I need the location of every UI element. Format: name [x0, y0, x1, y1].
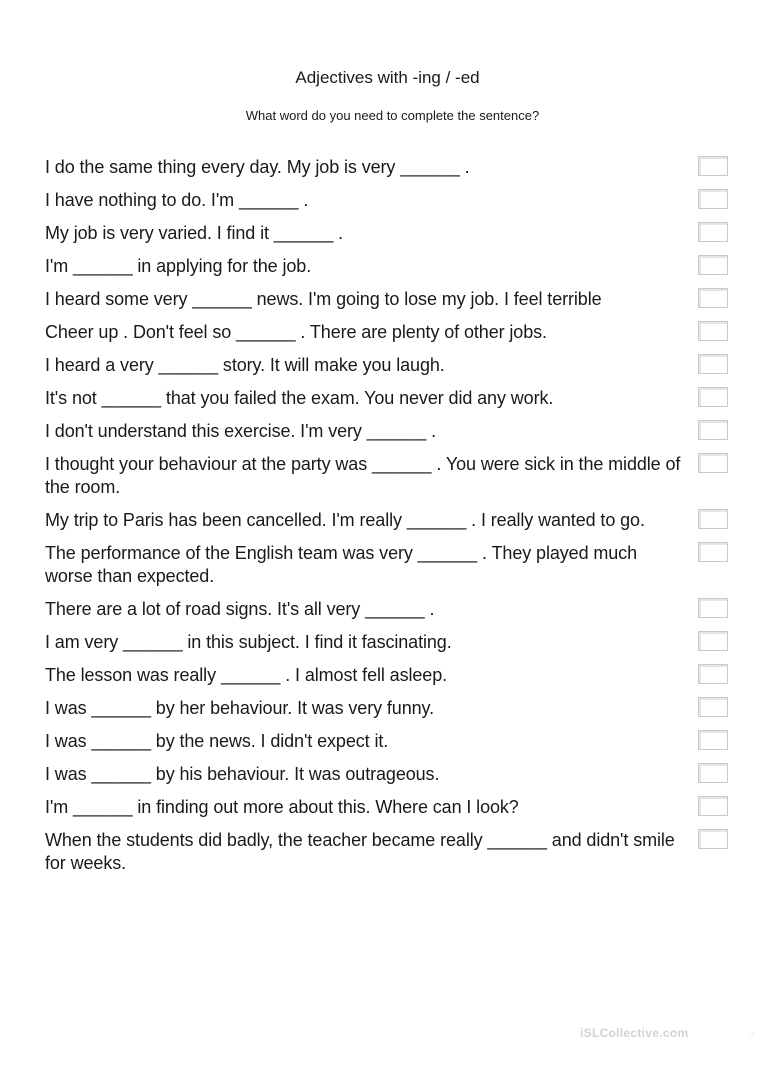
- answer-box[interactable]: [698, 354, 728, 374]
- question-item: [45, 453, 745, 499]
- question-text: I thought your behaviour at the party was ______ . You were sick in the middle of the room.: [45, 454, 681, 497]
- question-text: I heard a very ______ story. It will make you laugh.: [45, 355, 445, 375]
- answer-box[interactable]: [698, 664, 728, 684]
- answer-box[interactable]: [698, 763, 728, 783]
- question-text: I'm ______ in finding out more about this. Where can I look?: [45, 797, 519, 817]
- answer-box[interactable]: [698, 697, 728, 717]
- question-text: There are a lot of road signs. It's all very ______ .: [45, 599, 435, 619]
- question-item: [45, 763, 745, 786]
- question-item: [45, 387, 745, 410]
- question-item: [45, 730, 745, 753]
- question-item: [45, 288, 745, 311]
- corner-mark-icon: ⁘: [748, 1030, 757, 1041]
- question-text: I was ______ by his behaviour. It was outrageous.: [45, 764, 440, 784]
- answer-box[interactable]: [698, 387, 728, 407]
- question-item: [45, 222, 745, 245]
- question-text: My trip to Paris has been cancelled. I'm really ______ . I really wanted to go.: [45, 510, 645, 530]
- answer-box[interactable]: [698, 796, 728, 816]
- question-item: [45, 796, 745, 819]
- question-item: [45, 697, 745, 720]
- question-item: [45, 829, 745, 875]
- answer-box[interactable]: [698, 288, 728, 308]
- question-text: When the students did badly, the teacher became really ______ and didn't smile for weeks.: [45, 830, 675, 873]
- answer-box[interactable]: [698, 420, 728, 440]
- question-text: The lesson was really ______ . I almost fell asleep.: [45, 665, 448, 685]
- question-text: I was ______ by her behaviour. It was very funny.: [45, 698, 434, 718]
- answer-box[interactable]: [698, 255, 728, 275]
- answer-box[interactable]: [698, 598, 728, 618]
- question-item: [45, 631, 745, 654]
- watermark-logo: iSLCollective.com: [580, 1026, 689, 1040]
- question-text: The performance of the English team was very ______ . They played much worse than expected.: [45, 543, 637, 586]
- question-item: [45, 664, 745, 687]
- answer-box[interactable]: [698, 189, 728, 209]
- question-item: [45, 509, 745, 532]
- question-text: I don't understand this exercise. I'm very ______ .: [45, 421, 436, 441]
- answer-box[interactable]: [698, 222, 728, 242]
- question-item: [45, 189, 745, 212]
- question-text: I'm ______ in applying for the job.: [45, 256, 312, 276]
- answer-box[interactable]: [698, 730, 728, 750]
- answer-box[interactable]: [698, 453, 728, 473]
- question-text: I have nothing to do. I'm ______ .: [45, 190, 309, 210]
- question-text: My job is very varied. I find it ______ .: [45, 223, 344, 243]
- answer-box[interactable]: [698, 542, 728, 562]
- worksheet-title: Adjectives with -ing / -ed: [295, 68, 480, 87]
- question-item: [45, 321, 745, 344]
- answer-box[interactable]: [698, 829, 728, 849]
- answer-box[interactable]: [698, 156, 728, 176]
- question-text: I do the same thing every day. My job is very ______ .: [45, 157, 470, 177]
- question-text: Cheer up . Don't feel so ______ . There are plenty of other jobs.: [45, 322, 547, 342]
- question-text: I heard some very ______ news. I'm going to lose my job. I feel terrible: [45, 289, 602, 309]
- question-list: [45, 156, 745, 885]
- question-item: [45, 542, 745, 588]
- question-item: [45, 255, 745, 278]
- question-item: [45, 598, 745, 621]
- answer-box[interactable]: [698, 321, 728, 341]
- question-text: I am very ______ in this subject. I find it fascinating.: [45, 632, 452, 652]
- answer-box[interactable]: [698, 509, 728, 529]
- question-text: It's not ______ that you failed the exam. You never did any work.: [45, 388, 554, 408]
- question-item: [45, 156, 745, 179]
- answer-box[interactable]: [698, 631, 728, 651]
- worksheet-subtitle: What word do you need to complete the sentence?: [245, 108, 540, 123]
- question-text: I was ______ by the news. I didn't expect it.: [45, 731, 389, 751]
- question-item: [45, 420, 745, 443]
- question-item: [45, 354, 745, 377]
